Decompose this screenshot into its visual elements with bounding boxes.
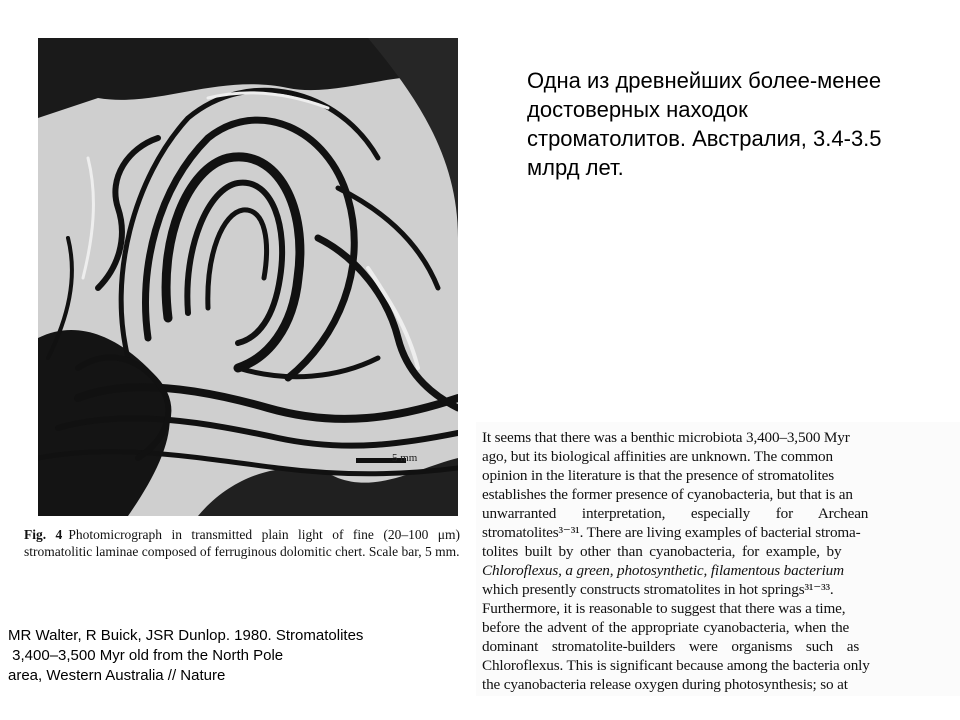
excerpt-line: Furthermore, it is reasonable to suggest that there was a time, xyxy=(482,600,846,617)
excerpt-line: Chloroflexus. This is significant because among the bacteria only xyxy=(482,657,870,674)
excerpt-line: stromatolites³⁻³¹. There are living examples of bacterial stroma- xyxy=(482,524,861,541)
figure-number: Fig. 4 xyxy=(24,527,63,542)
excerpt-line: establishes the former presence of cyanobacteria, but that is an xyxy=(482,486,853,503)
excerpt-line: the cyanobacteria release oxygen during photosynthesis; so at xyxy=(482,676,848,693)
excerpt-line: before the advent of the appropriate cyanobacteria, when the xyxy=(482,619,850,636)
figure-caption-text: Photomicrograph in transmitted plain light of fine (20–100 μm) stromatolitic laminae composed of ferruginous dolomitic chert. Scale bar, 5 mm. xyxy=(24,527,460,559)
scale-bar-label: 5 mm xyxy=(392,452,418,464)
citation-line: 3,400–3,500 Myr old from the North Pole xyxy=(8,647,284,664)
paper-excerpt xyxy=(476,422,960,696)
figure-caption xyxy=(24,526,460,560)
stromatolite-photomicrograph xyxy=(38,38,458,516)
excerpt-line: It seems that there was a benthic microbiota 3,400–3,500 Myr xyxy=(482,429,850,446)
excerpt-line: dominant stromatolite-builders were organisms such as xyxy=(482,638,860,655)
excerpt-line: Chloroflexus, a green, photosynthetic, filamentous bacterium xyxy=(482,562,844,579)
citation xyxy=(8,626,468,686)
slide-heading: Одна из древнейших более-менее достоверных находок строматолитов. Австралия, 3.4-3.5 млрд лет. xyxy=(527,68,882,180)
citation-line: area, Western Australia // Nature xyxy=(8,667,226,684)
laminae-image xyxy=(38,38,458,516)
excerpt-line: unwarranted interpretation, especially for Archean xyxy=(482,505,869,522)
excerpt-line: ago, but its biological affinities are unknown. The common xyxy=(482,448,833,465)
citation-line: MR Walter, R Buick, JSR Dunlop. 1980. Stromatolites xyxy=(8,627,364,644)
excerpt-line: tolites built by other than cyanobacteria, for example, by xyxy=(482,543,842,560)
excerpt-line: which presently constructs stromatolites in hot springs³¹⁻³³. xyxy=(482,581,834,598)
excerpt-line: opinion in the literature is that the presence of stromatolites xyxy=(482,467,834,484)
